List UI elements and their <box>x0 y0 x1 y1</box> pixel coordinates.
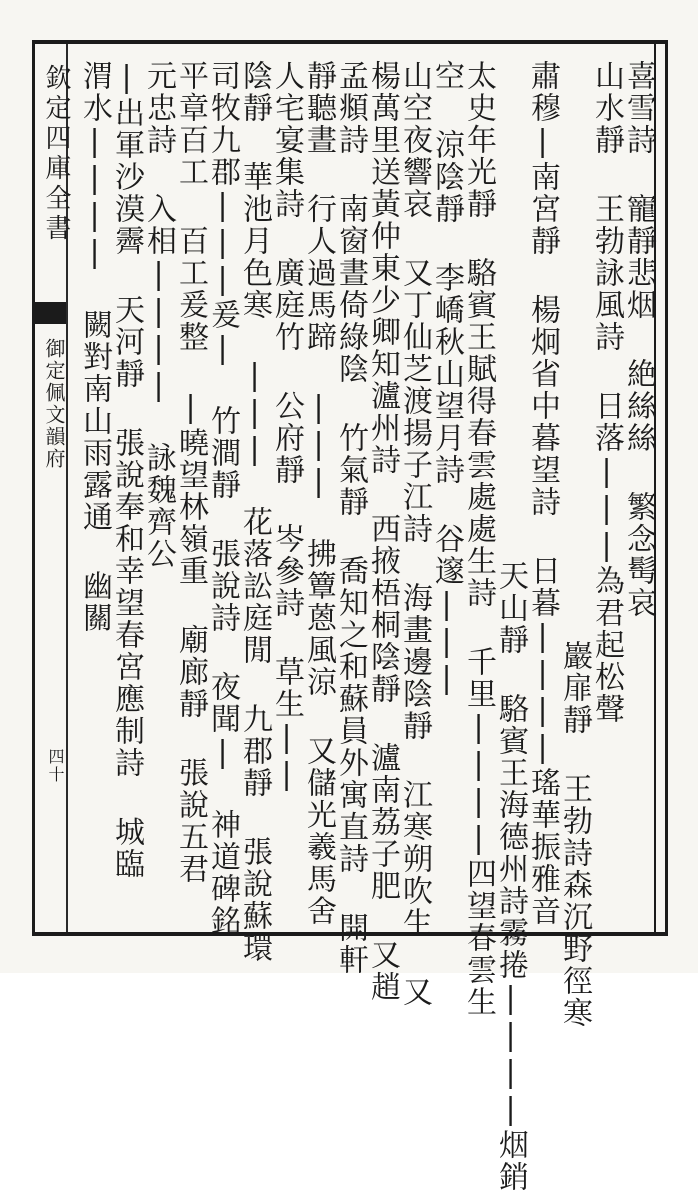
page-number: 四十 <box>46 748 65 784</box>
text-column-12: 人宅宴集詩 廣庭竹 公府靜 岑參詩 草生|| <box>269 60 304 794</box>
text-column-8: 山空夜響哀 又丁仙芝渡揚子江詩 海畫邊陰靜 江寒朔吹生 又 <box>397 60 432 1008</box>
text-column-6: 太史年光靜 駱賓王賦得春雲處處生詩 千里||||四望春雲生 <box>461 60 496 1018</box>
text-column-13: 陰靜 華池月色寒 ||| 花落訟庭閒 九郡靜 張說蘇環 <box>237 60 272 964</box>
text-column-4: 肅穆|南宮靜 楊炯省中暮望詩 日暮||||瑤華振雅音 <box>525 60 560 927</box>
text-column-16: 元忠詩 入相|||| 詠魏齊公 <box>141 60 176 570</box>
text-column-3: 巖扉靜 王勃詩森沉野徑寒 <box>557 640 592 1029</box>
text-column-15: 平章百工 百工爰整 |曉望林嶺重 廟廊靜 張說五君 <box>173 60 208 885</box>
sub-title: 御定佩文韻府 <box>42 338 66 470</box>
text-column-11: 靜聽晝 行人過馬蹄 ||| 拂簟蒽風涼 又儲光羲馬舍 <box>301 60 336 927</box>
text-column-14: 司牧九郡|||爰| 竹澗靜 張說詩 夜聞| 神道碑銘 <box>205 60 240 937</box>
left-border <box>32 40 35 936</box>
right-border <box>665 40 668 936</box>
text-column-7: 空 涼陰靜 李嶠秋山望月詩 谷邃||| <box>429 60 464 698</box>
text-column-10: 孟頫詩 南窗晝倚綠陰 竹氣靜 喬知之和蘇員外寓直詩 開軒 <box>333 60 368 976</box>
text-column-2: 山水靜 王勃詠風詩 日落|||為君起松聲 <box>589 60 624 725</box>
fold-mark <box>34 302 66 324</box>
top-border <box>32 40 668 44</box>
text-column-17: |出軍沙漠霽 天河靜 張說奉和幸望春宮應制詩 城臨 <box>109 60 144 880</box>
text-column-5: 天山靜 駱賓王海德州詩霧捲||||烟銷 <box>493 560 528 1193</box>
text-column-18: 渭水|||| 闕對南山雨露通 幽關 <box>77 60 112 634</box>
book-title: 欽定四庫全書 <box>41 64 71 244</box>
text-column-9: 楊萬里送黃仲東少卿知瀘州詩 西掖梧桐陰靜 瀘南荔子肥 又趙 <box>365 60 400 1003</box>
text-column-1: 喜雪詩 寵靜悲烟 絶絲絲 繁念髩哀 <box>621 60 656 619</box>
